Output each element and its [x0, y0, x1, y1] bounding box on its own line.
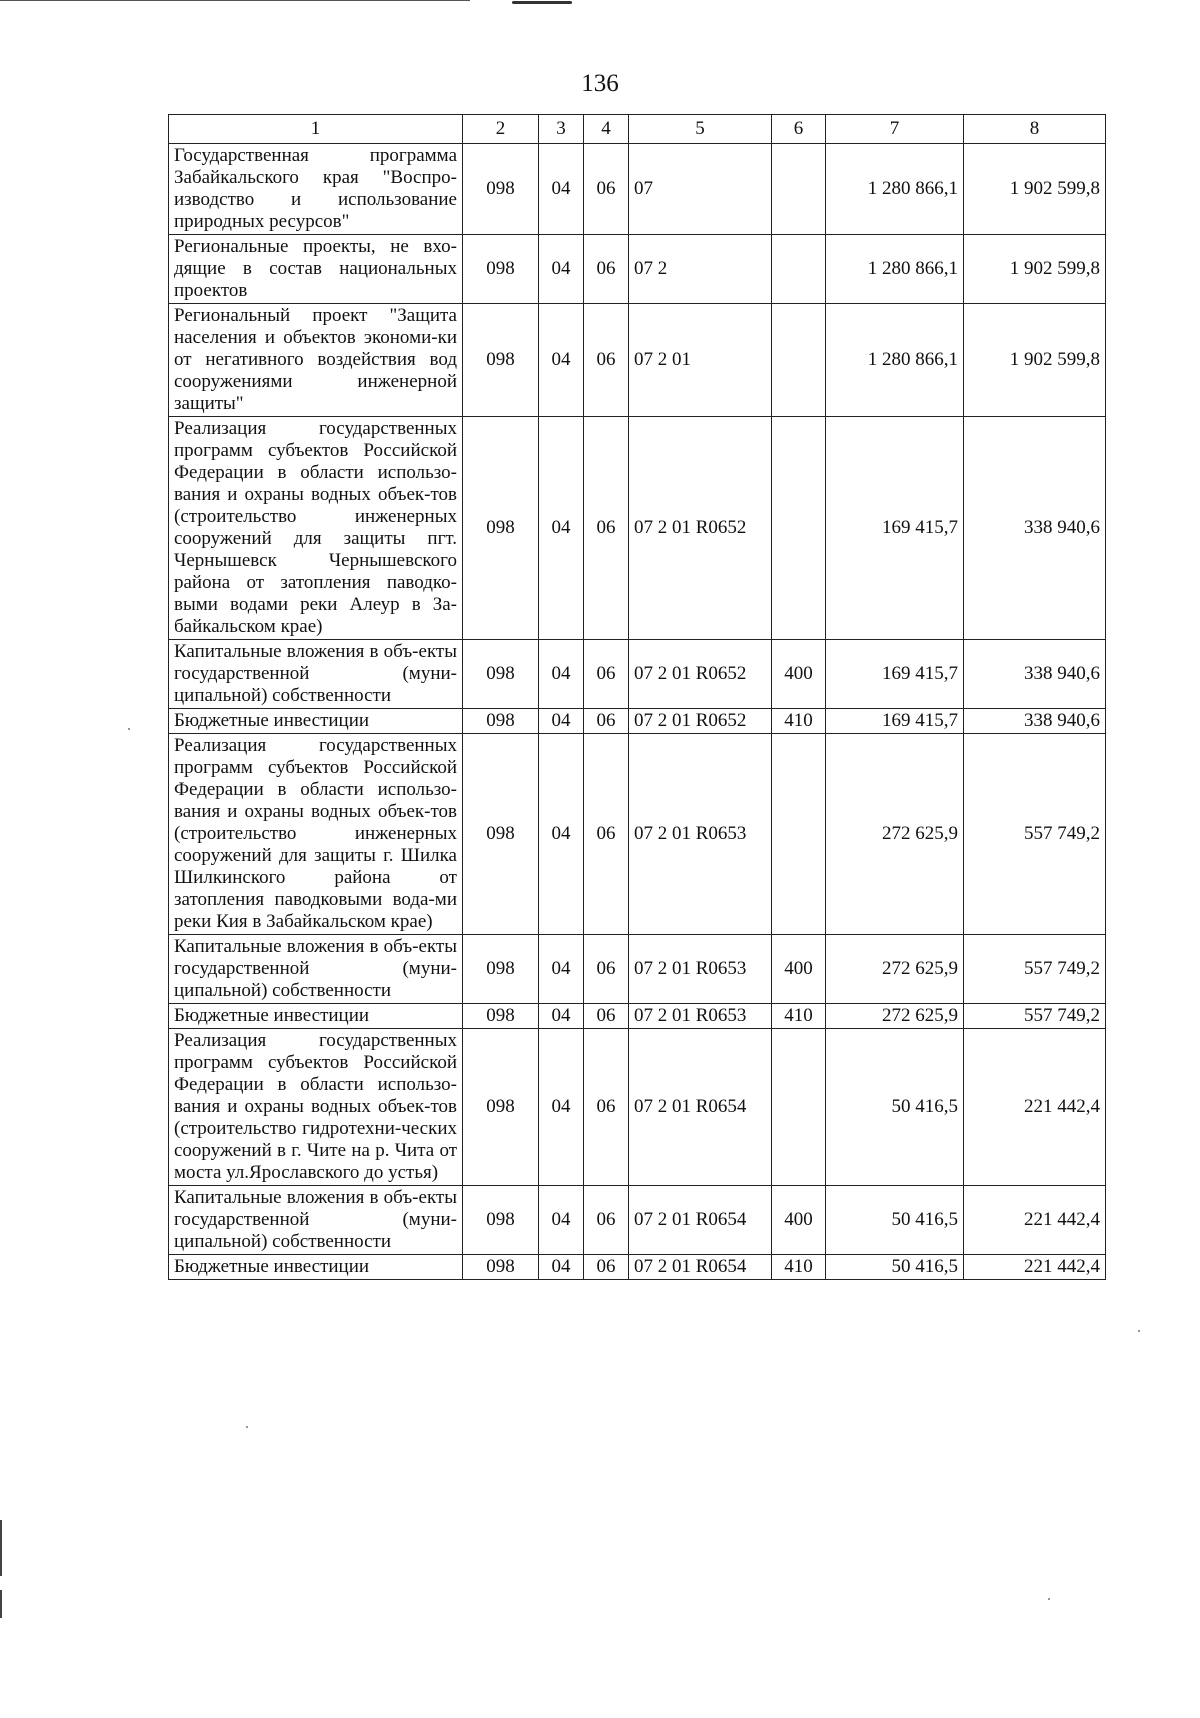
- row-col-6: [772, 1029, 826, 1186]
- table-row: [169, 144, 1106, 235]
- row-name: Бюджетные инвестиции: [169, 709, 463, 734]
- row-col-2: 098: [463, 734, 539, 935]
- row-col-3: 04: [539, 734, 584, 935]
- row-col-8: 1 902 599,8: [964, 235, 1106, 304]
- scan-speck: [246, 1426, 248, 1428]
- budget-table: [168, 114, 1106, 1280]
- row-col-4: 06: [584, 1029, 629, 1186]
- row-col-3: 04: [539, 304, 584, 417]
- row-col-4: 06: [584, 1186, 629, 1255]
- row-col-7: 272 625,9: [826, 734, 964, 935]
- table-row: [169, 417, 1106, 640]
- row-col-8: 557 749,2: [964, 1004, 1106, 1029]
- row-col-2: 098: [463, 1004, 539, 1029]
- row-col-7: 169 415,7: [826, 417, 964, 640]
- row-name: Реализация государственных программ субъектов Российской Федерации в области использо-вания и охраны водных объек-тов (строительство гидротехни-ческих сооружений в г. Чите на р. Чита от моста ул.Ярославского до устья): [169, 1029, 463, 1186]
- row-col-6: 400: [772, 1186, 826, 1255]
- scan-speck: [1048, 1598, 1050, 1600]
- row-col-5: 07 2 01 R0653: [629, 1004, 772, 1029]
- row-col-7: 272 625,9: [826, 935, 964, 1004]
- row-col-7: 50 416,5: [826, 1186, 964, 1255]
- header-col-1: 1: [169, 115, 463, 144]
- row-col-7: 1 280 866,1: [826, 144, 964, 235]
- row-col-6: 410: [772, 709, 826, 734]
- header-col-7: 7: [826, 115, 964, 144]
- row-col-4: 06: [584, 1004, 629, 1029]
- row-col-6: 410: [772, 1004, 826, 1029]
- row-col-4: 06: [584, 304, 629, 417]
- row-col-7: 272 625,9: [826, 1004, 964, 1029]
- top-scan-rule: [0, 0, 470, 1]
- table-row: [169, 709, 1106, 734]
- header-col-5: 5: [629, 115, 772, 144]
- table-row: [169, 304, 1106, 417]
- header-col-3: 3: [539, 115, 584, 144]
- page-number: 136: [581, 70, 619, 97]
- row-col-5: 07 2 01 R0653: [629, 734, 772, 935]
- scan-speck: [128, 728, 130, 730]
- row-col-7: 50 416,5: [826, 1029, 964, 1186]
- table-row: [169, 640, 1106, 709]
- row-col-8: 1 902 599,8: [964, 144, 1106, 235]
- row-col-3: 04: [539, 935, 584, 1004]
- scan-speck: [1138, 1330, 1140, 1332]
- row-col-8: 338 940,6: [964, 709, 1106, 734]
- row-col-3: 04: [539, 1029, 584, 1186]
- row-col-7: 169 415,7: [826, 709, 964, 734]
- row-col-7: 169 415,7: [826, 640, 964, 709]
- row-col-5: 07 2: [629, 235, 772, 304]
- row-col-6: [772, 235, 826, 304]
- margin-mark: [0, 1590, 2, 1618]
- header-col-4: 4: [584, 115, 629, 144]
- row-name: Реализация государственных программ субъектов Российской Федерации в области использо-вания и охраны водных объек-тов (строительство инженерных сооружений для защиты пгт. Чернышевск Чернышевского района от затопления паводко-выми водами реки Алеур в За-байкальском крае): [169, 417, 463, 640]
- row-col-5: 07 2 01 R0654: [629, 1029, 772, 1186]
- row-col-2: 098: [463, 1255, 539, 1280]
- row-col-2: 098: [463, 1029, 539, 1186]
- row-col-4: 06: [584, 1255, 629, 1280]
- margin-mark: [0, 1520, 2, 1576]
- row-col-8: 557 749,2: [964, 734, 1106, 935]
- row-col-2: 098: [463, 144, 539, 235]
- table-row: [169, 734, 1106, 935]
- row-col-4: 06: [584, 144, 629, 235]
- header-col-6: 6: [772, 115, 826, 144]
- row-col-2: 098: [463, 235, 539, 304]
- row-name: Реализация государственных программ субъектов Российской Федерации в области использо-вания и охраны водных объек-тов (строительство инженерных сооружений для защиты г. Шилка Шилкинского района от затопления паводковыми вода-ми реки Кия в Забайкальском крае): [169, 734, 463, 935]
- row-col-5: 07 2 01 R0653: [629, 935, 772, 1004]
- row-col-5: 07: [629, 144, 772, 235]
- row-name: Бюджетные инвестиции: [169, 1004, 463, 1029]
- row-col-3: 04: [539, 235, 584, 304]
- row-col-6: [772, 417, 826, 640]
- row-name: Капитальные вложения в объ-екты государственной (муни-ципальной) собственности: [169, 935, 463, 1004]
- header-col-2: 2: [463, 115, 539, 144]
- top-scan-mark: [512, 1, 572, 4]
- row-name: Региональные проекты, не вхо-дящие в состав национальных проектов: [169, 235, 463, 304]
- row-col-3: 04: [539, 1186, 584, 1255]
- row-col-2: 098: [463, 304, 539, 417]
- row-col-4: 06: [584, 640, 629, 709]
- row-name: Государственная программа Забайкальского края "Воспро-изводство и использование природных ресурсов": [169, 144, 463, 235]
- row-col-8: 557 749,2: [964, 935, 1106, 1004]
- row-col-4: 06: [584, 417, 629, 640]
- row-col-4: 06: [584, 235, 629, 304]
- row-col-6: [772, 734, 826, 935]
- table-header: [169, 115, 1106, 144]
- row-col-4: 06: [584, 709, 629, 734]
- row-col-5: 07 2 01 R0652: [629, 417, 772, 640]
- row-col-6: 410: [772, 1255, 826, 1280]
- row-col-5: 07 2 01 R0652: [629, 709, 772, 734]
- row-col-8: 221 442,4: [964, 1186, 1106, 1255]
- table-row: [169, 1004, 1106, 1029]
- row-col-2: 098: [463, 640, 539, 709]
- row-col-5: 07 2 01: [629, 304, 772, 417]
- row-col-8: 221 442,4: [964, 1029, 1106, 1186]
- row-col-2: 098: [463, 709, 539, 734]
- row-col-8: 221 442,4: [964, 1255, 1106, 1280]
- row-col-7: 1 280 866,1: [826, 304, 964, 417]
- table-row: [169, 235, 1106, 304]
- row-name: Капитальные вложения в объ-екты государственной (муни-ципальной) собственности: [169, 640, 463, 709]
- row-col-5: 07 2 01 R0654: [629, 1186, 772, 1255]
- row-col-3: 04: [539, 1255, 584, 1280]
- table-body: [169, 144, 1106, 1280]
- row-col-2: 098: [463, 935, 539, 1004]
- row-col-7: 50 416,5: [826, 1255, 964, 1280]
- table-row: [169, 1255, 1106, 1280]
- row-col-6: 400: [772, 935, 826, 1004]
- header-col-8: 8: [964, 115, 1106, 144]
- table-row: [169, 935, 1106, 1004]
- row-col-6: [772, 144, 826, 235]
- row-name: Бюджетные инвестиции: [169, 1255, 463, 1280]
- row-name: Капитальные вложения в объ-екты государственной (муни-ципальной) собственности: [169, 1186, 463, 1255]
- row-col-3: 04: [539, 1004, 584, 1029]
- row-col-5: 07 2 01 R0652: [629, 640, 772, 709]
- row-name: Региональный проект "Защита населения и объектов экономи-ки от негативного воздействия вод сооружениями инженерной защиты": [169, 304, 463, 417]
- row-col-4: 06: [584, 935, 629, 1004]
- row-col-3: 04: [539, 417, 584, 640]
- row-col-4: 06: [584, 734, 629, 935]
- row-col-2: 098: [463, 417, 539, 640]
- row-col-6: 400: [772, 640, 826, 709]
- row-col-8: 338 940,6: [964, 640, 1106, 709]
- row-col-2: 098: [463, 1186, 539, 1255]
- row-col-5: 07 2 01 R0654: [629, 1255, 772, 1280]
- row-col-8: 1 902 599,8: [964, 304, 1106, 417]
- row-col-6: [772, 304, 826, 417]
- table-row: [169, 1029, 1106, 1186]
- row-col-3: 04: [539, 709, 584, 734]
- row-col-7: 1 280 866,1: [826, 235, 964, 304]
- row-col-3: 04: [539, 640, 584, 709]
- row-col-8: 338 940,6: [964, 417, 1106, 640]
- header-row: [169, 115, 1106, 144]
- table-row: [169, 1186, 1106, 1255]
- row-col-3: 04: [539, 144, 584, 235]
